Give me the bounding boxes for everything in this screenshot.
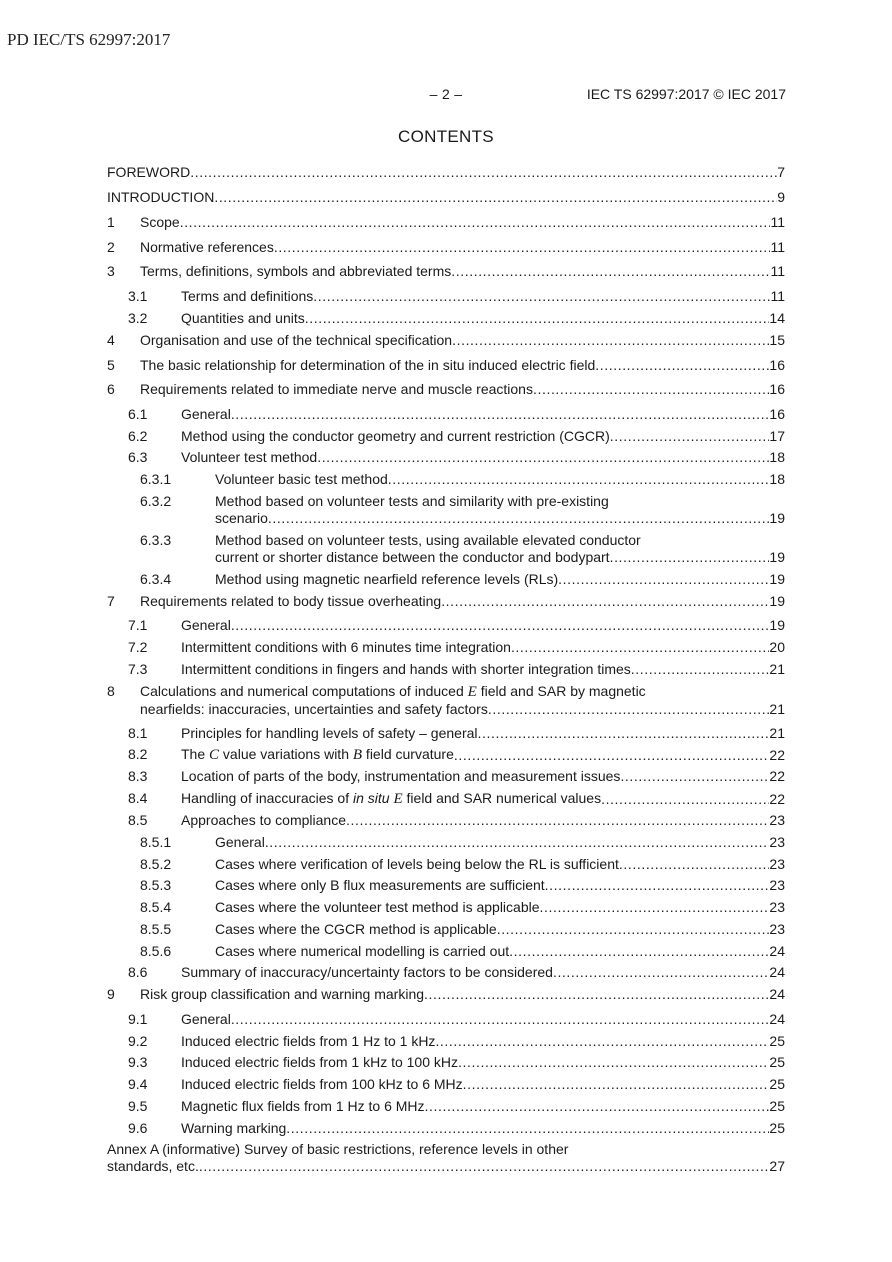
toc-entry-8-5-1[interactable] <box>107 834 785 851</box>
leader-dots <box>180 214 771 231</box>
toc-entry-6-1[interactable] <box>107 406 785 423</box>
toc-page-number: 11 <box>770 239 785 255</box>
toc-entry-8-5-6[interactable] <box>107 943 785 960</box>
toc-page-number: 22 <box>769 768 785 784</box>
toc-entry-number: 3 <box>107 263 115 279</box>
leader-dots <box>454 747 770 764</box>
toc-page-number: 25 <box>769 1098 785 1114</box>
symbol-e: E <box>393 791 403 807</box>
toc-entry-number: 9.4 <box>128 1076 148 1092</box>
toc-entry-text: Summary of inaccuracy/uncertainty factors to be considered <box>181 964 553 980</box>
toc-page-number: 23 <box>769 856 785 872</box>
toc-entry-text: Volunteer test method <box>181 449 318 465</box>
toc-entry-number: 8.5.4 <box>140 899 172 915</box>
toc-entry-text: nearfields: inaccuracies, uncertainties and safety factors <box>140 701 488 717</box>
leader-dots <box>511 639 769 656</box>
toc-entry-text-line1: Annex A (informative) Survey of basic restrictions, reference levels in other <box>107 1141 569 1157</box>
toc-entry-6-3-4[interactable] <box>107 571 785 588</box>
leader-dots <box>214 189 777 206</box>
toc-entry-text: Intermittent conditions in fingers and hands with shorter integration times <box>181 661 631 677</box>
toc-entry-number: 8.2 <box>128 746 148 762</box>
toc-page-number: 24 <box>769 1011 785 1027</box>
toc-entry-foreword[interactable] <box>107 164 785 181</box>
toc-entry-text-c: field curvature <box>362 746 454 762</box>
toc-entry-number: 6.3.3 <box>140 532 172 548</box>
toc-page-number: 9 <box>777 189 785 205</box>
leader-dots <box>424 986 769 1003</box>
toc-entry-8-5-2[interactable] <box>107 856 785 873</box>
leader-dots <box>441 593 769 610</box>
toc-page-number: 23 <box>769 834 785 850</box>
symbol-c: C <box>209 747 220 763</box>
toc-entry-text: Location of parts of the body, instrumentation and measurement issues <box>181 768 621 784</box>
leader-dots <box>274 239 771 256</box>
contents-title: CONTENTS <box>398 127 494 146</box>
toc-entry-text: Cases where only B flux measurements are sufficient <box>215 877 545 893</box>
toc-entry-number: 8 <box>107 683 115 699</box>
toc-entry-text: Warning marking <box>181 1120 287 1136</box>
leader-dots <box>425 1098 770 1115</box>
toc-entry-text: current or shorter distance between the conductor and bodypart <box>215 549 610 565</box>
toc-entry-4[interactable] <box>107 332 785 349</box>
toc-entry-7[interactable] <box>107 593 785 610</box>
toc-page-number: 24 <box>769 986 785 1002</box>
toc-entry-number: 6.3.4 <box>140 571 172 587</box>
toc-page-number: 11 <box>770 263 785 279</box>
leader-dots <box>558 571 769 588</box>
toc-entry-number: 9.5 <box>128 1098 148 1114</box>
toc-entry-number: 9.2 <box>128 1033 148 1049</box>
toc-entry-3[interactable] <box>107 263 785 280</box>
toc-entry-number: 8.6 <box>128 964 148 980</box>
toc-entry-number: 8.5.3 <box>140 877 172 893</box>
leader-dots <box>533 381 769 398</box>
toc-entry-text: Induced electric fields from 100 kHz to 6 MHz <box>181 1076 463 1092</box>
toc-entry-text: Method using magnetic nearfield reference levels (RLs) <box>215 571 559 587</box>
toc-entry-number: 6.3.2 <box>140 493 172 509</box>
leader-dots <box>388 471 770 488</box>
toc-entry-text: General <box>181 406 231 422</box>
toc-entry-number: 1 <box>107 214 115 230</box>
toc-page-number: 16 <box>769 406 785 422</box>
toc-entry-8[interactable] <box>107 683 785 718</box>
toc-entry-text: FOREWORD <box>107 164 191 180</box>
toc-entry-6-3[interactable] <box>107 449 785 466</box>
leader-dots <box>435 1033 769 1050</box>
toc-entry-number: 8.1 <box>128 725 148 741</box>
toc-entry-text: Cases where the volunteer test method is applicable <box>215 899 540 915</box>
toc-page-number: 16 <box>769 357 785 373</box>
toc-page-number: 11 <box>770 214 785 230</box>
symbol-b: B <box>352 747 363 763</box>
leader-dots <box>190 164 777 181</box>
toc-page-number: 21 <box>769 725 785 741</box>
toc-entry-number: 9 <box>107 986 115 1002</box>
toc-entry-8-1[interactable] <box>107 725 785 742</box>
toc-entry-text: Principles for handling levels of safety – general <box>181 725 478 741</box>
toc-page-number: 18 <box>769 471 785 487</box>
toc-entry-text: General <box>215 834 265 850</box>
toc-entry-text: Scope <box>140 214 180 230</box>
toc-page-number: 25 <box>769 1033 785 1049</box>
leader-dots <box>488 701 770 718</box>
leader-dots <box>317 449 769 466</box>
toc-page-number: 27 <box>769 1158 785 1174</box>
toc-entry-8-5-5[interactable] <box>107 921 785 938</box>
toc-entry-8-2[interactable] <box>107 746 785 764</box>
leader-dots <box>545 877 770 894</box>
toc-entry-number: 6.3.1 <box>140 471 172 487</box>
toc-entry-8-4[interactable] <box>107 790 785 808</box>
toc-entry-2[interactable] <box>107 239 785 256</box>
toc-entry-number: 9.1 <box>128 1011 148 1027</box>
toc-entry-6-3-1[interactable] <box>107 471 785 488</box>
leader-dots <box>286 1120 769 1137</box>
leader-dots <box>610 428 770 445</box>
toc-entry-number: 7.3 <box>128 661 148 677</box>
toc-entry-number: 6.2 <box>128 428 148 444</box>
leader-dots <box>231 617 770 634</box>
toc-entry-text: Induced electric fields from 1 Hz to 1 kHz <box>181 1033 436 1049</box>
leader-dots <box>553 964 769 981</box>
toc-entry-number: 6 <box>107 381 115 397</box>
toc-entry-9-3[interactable] <box>107 1054 785 1071</box>
toc-page-number: 22 <box>769 791 785 807</box>
toc-page-number: 25 <box>769 1120 785 1136</box>
leader-dots <box>458 1054 769 1071</box>
toc-page-number: 20 <box>769 639 785 655</box>
toc-entry-3-1[interactable] <box>107 288 785 305</box>
toc-entry-8-6[interactable] <box>107 964 785 981</box>
toc-entry-text-line1-b: field and SAR by magnetic <box>476 683 646 699</box>
toc-entry-text: Approaches to compliance <box>181 812 346 828</box>
toc-entry-number: 4 <box>107 332 115 348</box>
toc-page-number: 7 <box>777 164 785 180</box>
toc-entry-8-5-3[interactable] <box>107 877 785 894</box>
toc-entry-text-a: Handling of inaccuracies of <box>181 790 353 806</box>
toc-page-number: 15 <box>769 332 785 348</box>
toc-entry-number: 8.4 <box>128 790 148 806</box>
leader-dots <box>619 856 770 873</box>
toc-entry-9-1[interactable] <box>107 1011 785 1028</box>
toc-entry-9-4[interactable] <box>107 1076 785 1093</box>
toc-page-number: 21 <box>769 661 785 677</box>
toc-entry-text: Intermittent conditions with 6 minutes time integration <box>181 639 511 655</box>
toc-page-number: 19 <box>769 549 785 565</box>
toc-entry-9-5[interactable] <box>107 1098 785 1115</box>
toc-entry-text: Organisation and use of the technical specification <box>140 332 453 348</box>
leader-dots <box>452 332 769 349</box>
leader-dots <box>478 725 770 742</box>
toc-entry-text: Requirements related to body tissue overheating <box>140 593 442 609</box>
toc-entry-text: Terms and definitions <box>181 288 314 304</box>
toc-page-number: 23 <box>769 921 785 937</box>
toc-page-number: 19 <box>769 593 785 609</box>
leader-dots <box>231 1011 770 1028</box>
standard-reference: IEC TS 62997:2017 © IEC 2017 <box>586 86 786 102</box>
toc-entry-number: 2 <box>107 239 115 255</box>
leader-dots <box>509 943 769 960</box>
toc-entry-8-3[interactable] <box>107 768 785 785</box>
toc-entry-text: standards, etc. <box>107 1158 199 1174</box>
toc-page-number: 11 <box>770 288 785 304</box>
toc-entry-number: 7.2 <box>128 639 148 655</box>
toc-page-number: 21 <box>769 701 785 717</box>
toc-entry-7-1[interactable] <box>107 617 785 634</box>
leader-dots <box>463 1076 770 1093</box>
leader-dots <box>631 661 770 678</box>
field-symbol-e: E <box>467 684 477 700</box>
document-id: PD IEC/TS 62997:2017 <box>7 30 171 49</box>
toc-entry-text-line1: Method based on volunteer tests, using available elevated conductor <box>215 532 641 548</box>
toc-entry-9[interactable] <box>107 986 785 1003</box>
leader-dots <box>265 834 770 851</box>
toc-entry-text: Method using the conductor geometry and current restriction (CGCR) <box>181 428 610 444</box>
toc-entry-number: 7 <box>107 593 115 609</box>
toc-entry-5[interactable] <box>107 357 785 374</box>
toc-entry-number: 5 <box>107 357 115 373</box>
toc-entry-text: Cases where the CGCR method is applicable <box>215 921 497 937</box>
toc-entry-text: Cases where numerical modelling is carried out <box>215 943 510 959</box>
toc-entry-number: 9.3 <box>128 1054 148 1070</box>
toc-entry-7-2[interactable] <box>107 639 785 656</box>
toc-entry-6-2[interactable] <box>107 428 785 445</box>
leader-dots <box>451 263 770 280</box>
toc-entry-6[interactable] <box>107 381 785 398</box>
toc-entry-text-line1-a: Calculations and numerical computations of induced <box>140 683 468 699</box>
toc-entry-number: 8.5.2 <box>140 856 172 872</box>
leader-dots <box>497 921 770 938</box>
toc-entry-number: 3.1 <box>128 288 148 304</box>
leader-dots <box>199 1158 770 1175</box>
toc-entry-7-3[interactable] <box>107 661 785 678</box>
toc-page-number: 24 <box>769 964 785 980</box>
toc-entry-3-2[interactable] <box>107 310 785 327</box>
in-situ-text: in situ <box>353 790 390 806</box>
toc-page-number: 14 <box>769 310 785 326</box>
leader-dots <box>313 288 770 305</box>
toc-entry-number: 3.2 <box>128 310 148 326</box>
toc-entry-text: Quantities and units <box>181 310 305 326</box>
toc-page-number: 17 <box>769 428 785 444</box>
toc-entry-text-c: field and SAR numerical values <box>402 790 602 806</box>
toc-entry-number: 8.5.6 <box>140 943 172 959</box>
toc-entry-text: Requirements related to immediate nerve and muscle reactions <box>140 381 533 397</box>
toc-page-number: 23 <box>769 812 785 828</box>
leader-dots <box>305 310 770 327</box>
toc-entry-number: 8.5.5 <box>140 921 172 937</box>
toc-entry-text: INTRODUCTION <box>107 189 215 205</box>
toc-entry-text: Magnetic flux fields from 1 Hz to 6 MHz <box>181 1098 425 1114</box>
toc-entry-text: Induced electric fields from 1 kHz to 100 kHz <box>181 1054 459 1070</box>
leader-dots <box>346 812 769 829</box>
toc-entry-number: 7.1 <box>128 617 148 633</box>
toc-entry-text: Volunteer basic test method <box>215 471 388 487</box>
toc-entry-number: 9.6 <box>128 1120 148 1136</box>
toc-page-number: 24 <box>769 943 785 959</box>
toc-entry-6-3-3[interactable] <box>107 532 785 566</box>
toc-page-number: 23 <box>769 899 785 915</box>
toc-page-number: 25 <box>769 1076 785 1092</box>
toc-entry-text: Terms, definitions, symbols and abbreviated terms <box>140 263 452 279</box>
leader-dots <box>610 549 770 566</box>
toc-entry-text-a: The <box>181 746 210 762</box>
toc-page-number: 18 <box>769 449 785 465</box>
toc-page-number: 25 <box>769 1054 785 1070</box>
toc-entry-text: scenario <box>215 510 268 526</box>
leader-dots <box>620 768 769 785</box>
toc-entry-8-5[interactable] <box>107 812 785 829</box>
leader-dots <box>231 406 770 423</box>
toc-entry-6-3-2[interactable] <box>107 493 785 527</box>
toc-entry-text: Normative references <box>140 239 274 255</box>
toc-page-number: 19 <box>769 617 785 633</box>
toc-entry-text: The basic relationship for determination of the in situ induced electric field <box>140 357 596 373</box>
toc-entry-text: Cases where verification of levels being below the RL is sufficient <box>215 856 619 872</box>
toc-entry-9-2[interactable] <box>107 1033 785 1050</box>
toc-entry-number: 6.1 <box>128 406 148 422</box>
toc-entry-number: 8.3 <box>128 768 148 784</box>
toc-entry-annex-a[interactable] <box>107 1141 785 1175</box>
toc-page-number: 22 <box>769 747 785 763</box>
toc-page-number: 23 <box>769 877 785 893</box>
leader-dots <box>595 357 769 374</box>
toc-entry-1[interactable] <box>107 214 785 231</box>
page-number: – 2 – <box>429 86 463 102</box>
toc-page-number: 19 <box>769 571 785 587</box>
toc-entry-text: General <box>181 617 231 633</box>
toc-entry-9-6[interactable] <box>107 1120 785 1137</box>
toc-page-number: 19 <box>769 510 785 526</box>
leader-dots <box>268 510 770 527</box>
toc-entry-text: Risk group classification and warning marking <box>140 986 425 1002</box>
toc-entry-text: General <box>181 1011 231 1027</box>
toc-entry-8-5-4[interactable] <box>107 899 785 916</box>
toc-entry-number: 6.3 <box>128 449 148 465</box>
toc-entry-text-line1: Method based on volunteer tests and similarity with pre-existing <box>215 493 609 509</box>
leader-dots <box>601 791 769 808</box>
leader-dots <box>540 899 770 916</box>
toc-entry-number: 8.5 <box>128 812 148 828</box>
toc-entry-introduction[interactable] <box>107 189 785 206</box>
toc-entry-text-b: value variations with <box>219 746 353 762</box>
toc-page-number: 16 <box>769 381 785 397</box>
toc-entry-number: 8.5.1 <box>140 834 172 850</box>
